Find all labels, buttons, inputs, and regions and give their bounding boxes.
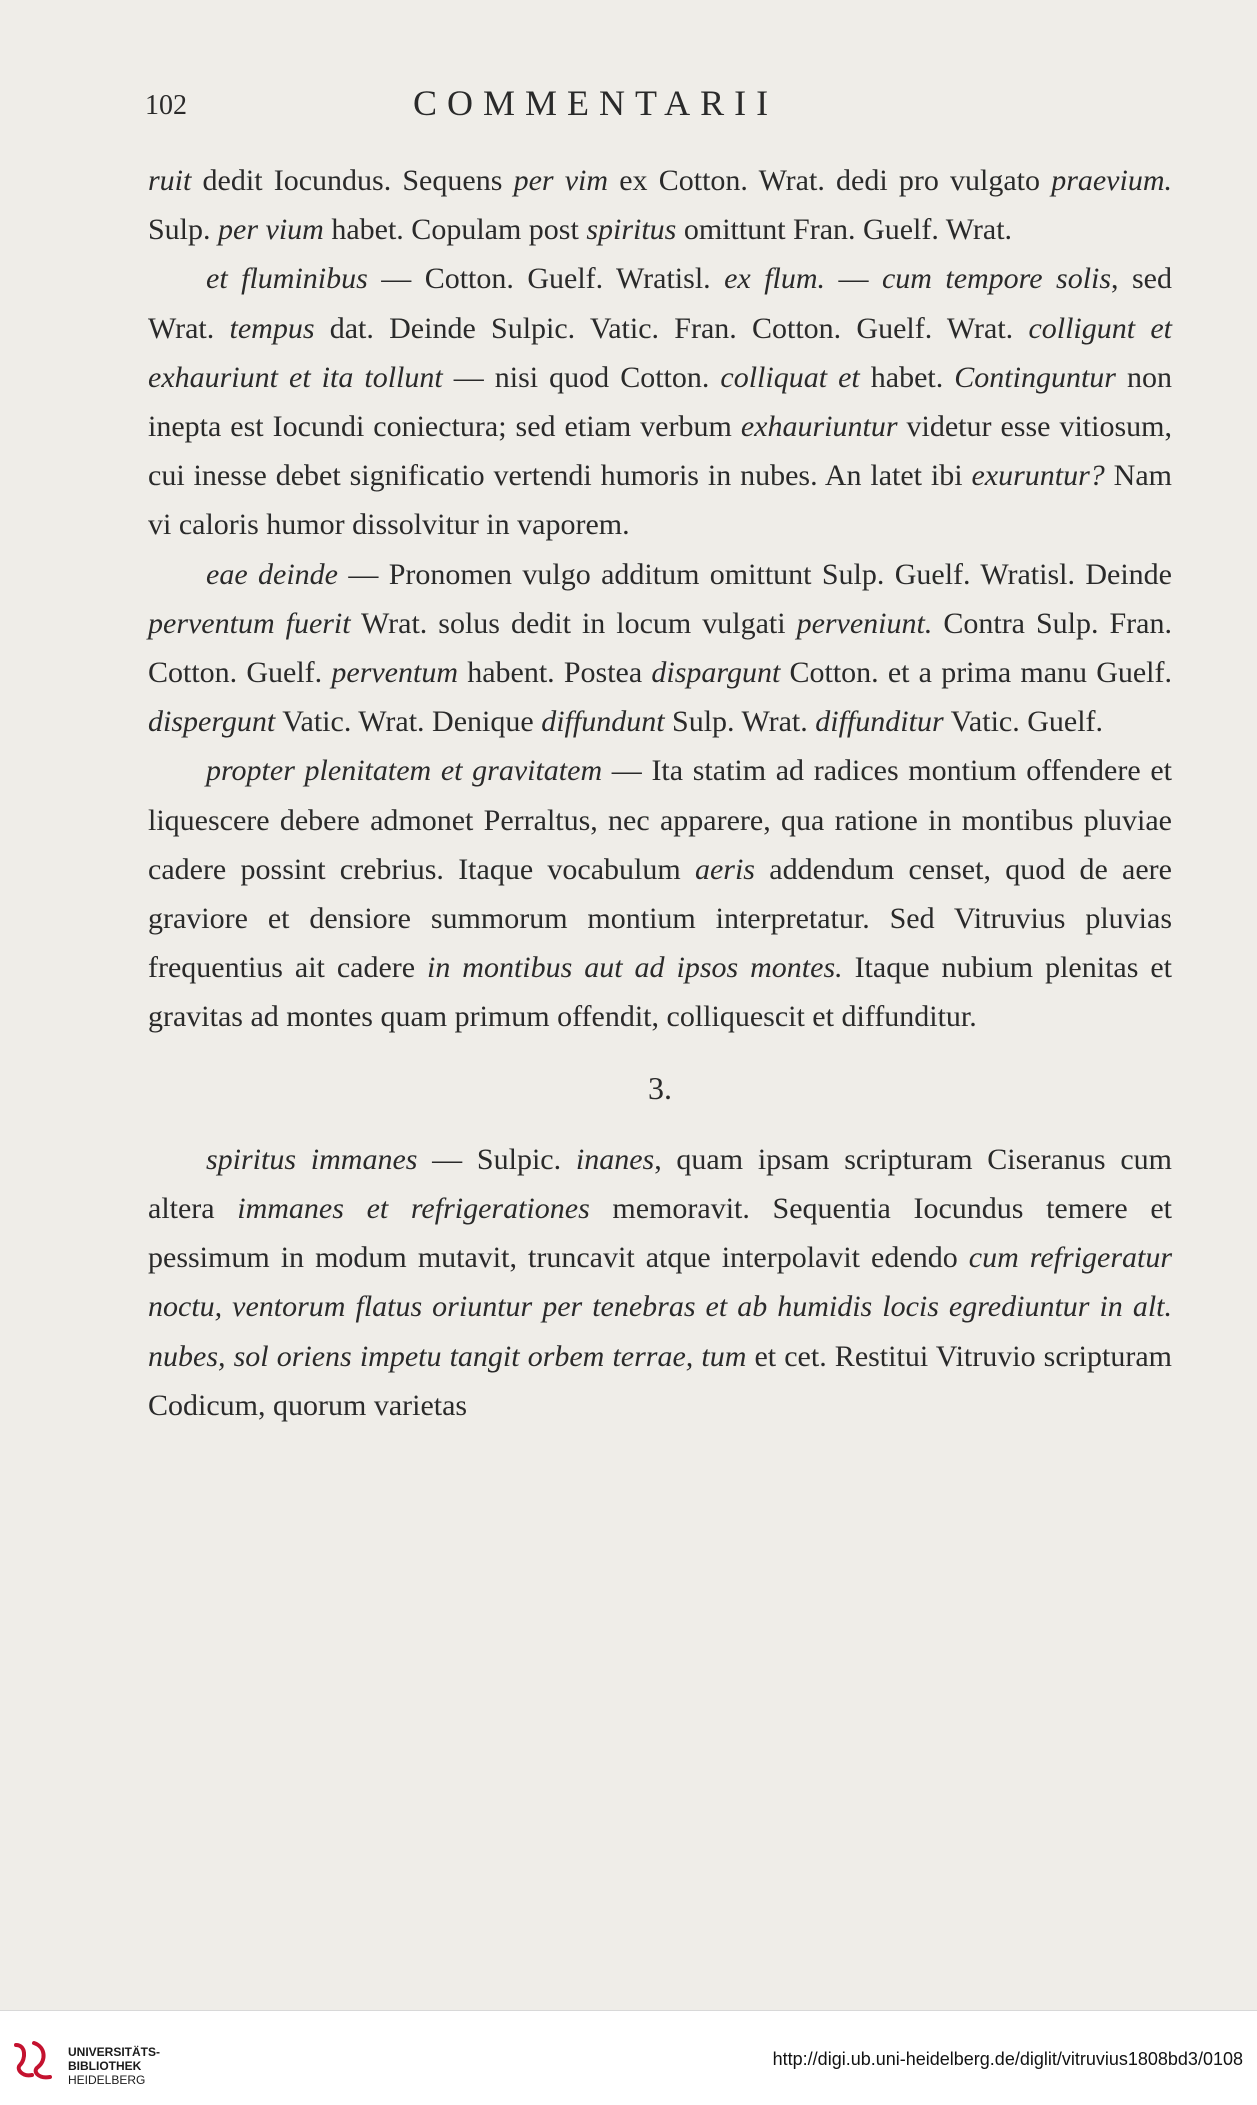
italic-text-run: spiritus immanes <box>206 1142 418 1176</box>
italic-text-run: exhauriuntur <box>740 410 898 444</box>
text-run: Sulp. <box>148 213 219 247</box>
text-run: — Sulpic. <box>417 1142 576 1176</box>
library-line-1: UNIVERSITÄTS- <box>68 2045 161 2059</box>
section-number: 3. <box>648 1069 672 1106</box>
running-head: COMMENTARII <box>413 83 779 123</box>
italic-text-run: cum refrigeratur noctu, ventorum flatus oriuntur per tenebras et ab humidis locis egrediuntur in alt. nubes, sol oriens impetu tangit orbem terrae, tum <box>148 1241 1173 1373</box>
italic-text-run: et fluminibus <box>206 262 368 296</box>
text-run: memoravit. Sequentia Iocundus temere et pessimum in modum mutavit, truncavit atque interpolavit edendo <box>148 1192 1173 1275</box>
text-run: — Cotton. Guelf. Wratisl. <box>367 262 725 296</box>
text-run: — nisi quod Cotton. <box>442 360 721 394</box>
text-run: — <box>825 262 882 296</box>
italic-text-run: dispergunt <box>148 705 276 739</box>
text-run: Wrat. solus dedit in locum vulgati <box>350 606 797 640</box>
italic-text-run: dispargunt <box>651 656 781 690</box>
page-number: 102 <box>145 90 187 121</box>
text-run: videtur esse vitiosum, cui inesse debet significatio vertendi humoris in nubes. An latet ibi <box>148 410 1172 493</box>
italic-text-run: propter plenitatem et gravitatem <box>206 754 603 788</box>
text-run: Vatic. Wrat. Denique <box>275 705 542 739</box>
library-line-3: HEIDELBERG <box>68 2073 146 2087</box>
italic-text-run: spiritus <box>586 213 677 247</box>
text-run: Itaque nubium plenitas et gravitas ad montes quam primum offendit, colliquescit et diffunditur. <box>148 951 1172 1034</box>
text-run: addendum censet, quod de aere graviore et densiore summorum montium interpretatur. Sed Vitruvius pluvias frequentius ait cadere <box>148 852 1172 985</box>
italic-text-run: diffunditur <box>815 705 944 739</box>
italic-text-run: aeris <box>694 852 755 886</box>
text-run: Nam vi caloris humor dissolvitur in vaporem. <box>148 459 1172 542</box>
paragraph <box>148 156 1172 254</box>
italic-text-run: colliquat et <box>720 360 860 394</box>
text-run: — Ita statim ad radices montium offendere et liquescere debere admonet Perraltus, nec apparere, qua ratione in montibus pluviae cadere possint crebrius. Itaque vocabulum <box>148 754 1172 886</box>
paragraph <box>148 1135 1172 1430</box>
italic-text-run: praevium. <box>1051 164 1172 197</box>
italic-text-run: cum tempore solis <box>881 262 1112 296</box>
italic-text-run: ex flum. <box>724 262 826 296</box>
italic-text-run: per vim <box>513 164 609 197</box>
italic-text-run: colligunt et exhauriunt et ita tollunt <box>148 311 1172 394</box>
italic-text-run: tempus <box>229 311 315 345</box>
text-run: habent. Postea <box>458 656 652 690</box>
source-url-link[interactable]: http://digi.ub.uni-heidelberg.de/diglit/vitruvius1808bd3/0108 <box>772 2049 1243 2069</box>
library-logo-icon <box>12 2039 54 2081</box>
page-header <box>145 82 1145 122</box>
paragraph <box>148 254 1172 549</box>
italic-text-run: eae deinde <box>206 557 338 591</box>
italic-text-run: perveniunt. <box>796 606 933 640</box>
italic-text-run: Continguntur <box>954 360 1116 394</box>
text-run: non inepta est Iocundi coniectura; sed etiam verbum <box>148 360 1173 444</box>
text-run: , sed Wrat. <box>148 262 1172 345</box>
text-run: , quam ipsam scripturam Ciseranus cum altera <box>148 1142 1172 1226</box>
text-run: — Pronomen vulgo additum omittunt Sulp. Guelf. Wratisl. Deinde <box>337 557 1172 591</box>
text-run: omittunt Fran. Guelf. Wrat. <box>676 213 1013 247</box>
paragraphs-before <box>148 156 1172 1042</box>
paragraph <box>148 550 1172 747</box>
text-run: dedit Iocundus. Sequens <box>191 164 514 197</box>
text-run: ex Cotton. Wrat. dedi pro vulgato <box>608 164 1052 197</box>
footer-bar <box>0 2010 1257 2105</box>
text-run: habet. <box>859 360 955 394</box>
page-body <box>148 156 1172 1430</box>
italic-text-run: inanes <box>575 1142 655 1176</box>
text-run: Contra Sulp. Fran. Cotton. Guelf. <box>148 606 1172 690</box>
paragraphs-after <box>148 1135 1172 1430</box>
italic-text-run: perventum fuerit <box>148 606 351 640</box>
italic-text-run: per vium <box>218 213 324 247</box>
italic-text-run: perventum <box>331 656 458 690</box>
italic-text-run: diffundunt <box>541 705 665 739</box>
text-run: Sulp. Wrat. <box>664 705 816 739</box>
text-run: et cet. Restitui Vitruvio scripturam Codicum, quorum varietas <box>148 1339 1172 1422</box>
text-run: Vatic. Guelf. <box>943 705 1104 739</box>
italic-text-run: exuruntur? <box>971 459 1105 493</box>
library-name <box>68 2045 160 2087</box>
italic-text-run: immanes et refrigerationes <box>237 1192 590 1226</box>
italic-text-run: in montibus aut ad ipsos montes. <box>427 951 843 985</box>
paragraph <box>148 746 1172 1041</box>
text-run: dat. Deinde Sulpic. Vatic. Fran. Cotton. Guelf. Wrat. <box>314 311 1029 345</box>
italic-text-run: ruit <box>148 164 192 197</box>
text-run: habet. Copulam post <box>323 213 587 247</box>
text-run: Cotton. et a prima manu Guelf. <box>780 656 1173 690</box>
library-line-2: BIBLIOTHEK <box>68 2059 142 2073</box>
